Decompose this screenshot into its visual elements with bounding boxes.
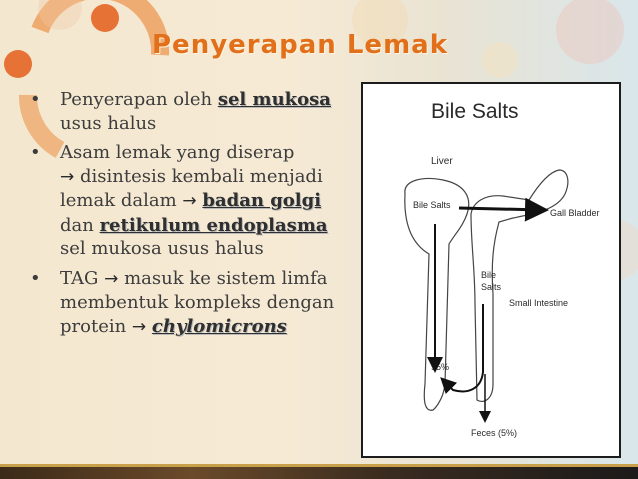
label-liver: Liver xyxy=(431,156,453,167)
label-bile-salts-top: Bile Salts xyxy=(413,200,451,210)
diagram-title: Bile Salts xyxy=(431,100,519,123)
bullet-item xyxy=(22,267,347,340)
bullet-text: disintesis kembali menjadi lemak dalam xyxy=(60,165,323,211)
label-salts: Salts xyxy=(481,282,502,292)
arrow-to-gall-bladder xyxy=(459,208,543,210)
label-feces: Feces (5%) xyxy=(471,428,518,438)
arrow-icon: → xyxy=(104,268,119,289)
slide-title: Penyerapan Lemak xyxy=(152,30,448,60)
bullet-text: Asam lemak yang diserap xyxy=(60,142,295,163)
bullet-text: masuk ke sistem limfa membentuk kompleks dengan protein xyxy=(60,267,335,337)
arrow-icon: → xyxy=(60,166,75,187)
bullet-text: dan xyxy=(60,214,100,236)
bullet-text: TAG xyxy=(60,267,105,289)
bullet-highlight: sel mukosa xyxy=(217,89,331,110)
arrow-icon: → xyxy=(131,316,147,337)
bullet-item xyxy=(22,88,347,135)
bile-salts-diagram xyxy=(363,84,619,456)
bullet-highlight: retikulum endoplasma xyxy=(99,214,328,236)
label-small-intestine: Small Intestine xyxy=(509,298,569,308)
bullet-text: sel mukosa usus halus xyxy=(60,238,264,259)
bullet-highlight: badan golgi xyxy=(202,190,322,211)
bullet-highlight: chylomicrons xyxy=(151,315,287,337)
bullet-item xyxy=(22,141,347,261)
bullet-text: Penyerapan oleh xyxy=(60,89,218,110)
bullet-text: usus halus xyxy=(60,112,157,134)
arrow-icon: → xyxy=(182,191,197,211)
label-bile: Bile xyxy=(481,270,497,280)
bullet-list xyxy=(22,88,347,345)
label-percent: 95% xyxy=(431,362,450,372)
liver-outline xyxy=(405,179,469,411)
bottom-band xyxy=(0,467,638,479)
bile-salts-figure xyxy=(361,82,621,458)
label-gall-bladder: Gall Bladder xyxy=(550,208,600,218)
